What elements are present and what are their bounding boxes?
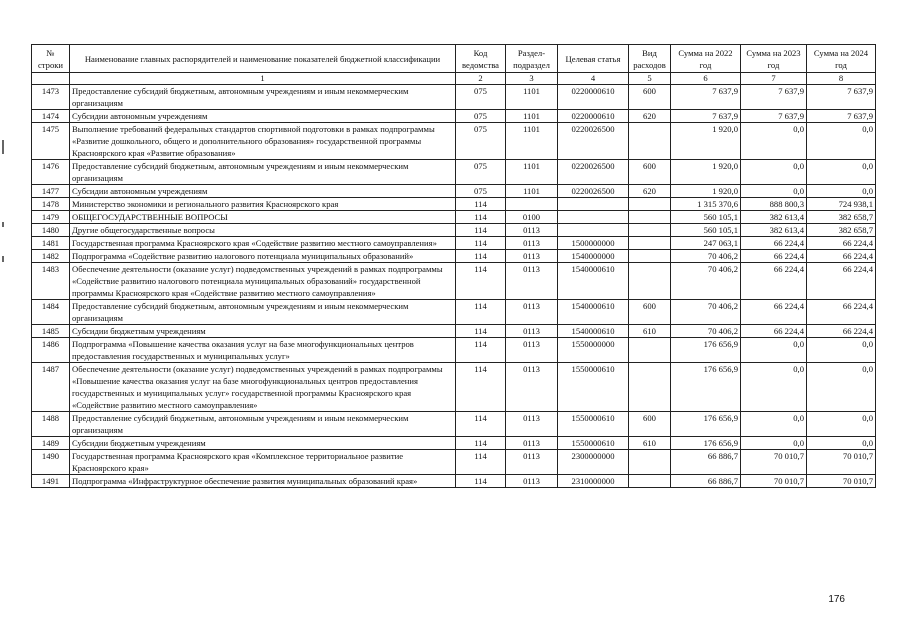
table-row: [32, 437, 876, 450]
cell-sum-2022: 176 656,9: [671, 363, 741, 412]
budget-table: [31, 44, 876, 488]
header-sum-2023: Сумма на 2023 год: [741, 45, 807, 73]
cell-sum-2024: 0,0: [807, 123, 876, 160]
cell-section: 0113: [506, 300, 558, 325]
header-expense-type: Вид расходов: [629, 45, 671, 73]
cell-sum-2023: 382 613,4: [741, 224, 807, 237]
cell-section: 0100: [506, 211, 558, 224]
cell-sum-2023: 7 637,9: [741, 110, 807, 123]
cell-expense-type: [629, 211, 671, 224]
cell-row-number: 1488: [32, 412, 70, 437]
cell-name: Подпрограмма «Повышение качества оказания услуг на базе многофункциональных центров предоставления государственных и муниципальных услуг»: [70, 338, 456, 363]
cell-sum-2023: 0,0: [741, 160, 807, 185]
cell-target-article: 1550000610: [558, 363, 629, 412]
cell-sum-2024: 0,0: [807, 412, 876, 437]
cell-sum-2024: 0,0: [807, 437, 876, 450]
cell-name: Обеспечение деятельности (оказание услуг) подведомственных учреждений в рамках подпрограммы «Содействие развитию налогового потенциала муниципальных образований» государственной программы Красноярского края «Содействие развитию местного самоуправления»: [70, 263, 456, 300]
cell-expense-type: [629, 237, 671, 250]
cell-sum-2024: 382 658,7: [807, 224, 876, 237]
cell-target-article: 2310000000: [558, 475, 629, 488]
table-row: [32, 123, 876, 160]
cell-dept-code: 114: [456, 363, 506, 412]
cell-name: Другие общегосударственные вопросы: [70, 224, 456, 237]
cell-target-article: 1550000610: [558, 437, 629, 450]
cell-row-number: 1480: [32, 224, 70, 237]
cell-dept-code: 075: [456, 110, 506, 123]
cell-sum-2023: 382 613,4: [741, 211, 807, 224]
cell-sum-2022: 70 406,2: [671, 300, 741, 325]
cell-target-article: 1540000610: [558, 325, 629, 338]
cell-expense-type: [629, 224, 671, 237]
cell-dept-code: 114: [456, 224, 506, 237]
col-num: 8: [807, 73, 876, 85]
cell-section: 0113: [506, 475, 558, 488]
cell-dept-code: 075: [456, 123, 506, 160]
cell-sum-2024: 724 938,1: [807, 198, 876, 211]
cell-sum-2023: 0,0: [741, 338, 807, 363]
cell-sum-2023: 0,0: [741, 363, 807, 412]
col-num: 1: [70, 73, 456, 85]
cell-expense-type: [629, 338, 671, 363]
cell-expense-type: 600: [629, 85, 671, 110]
table-row: [32, 325, 876, 338]
header-name: Наименование главных распорядителей и наименование показателей бюджетной классификации: [70, 45, 456, 73]
cell-section: 0113: [506, 412, 558, 437]
cell-target-article: [558, 211, 629, 224]
cell-dept-code: 114: [456, 211, 506, 224]
cell-section: 0113: [506, 363, 558, 412]
cell-target-article: 1540000610: [558, 300, 629, 325]
cell-dept-code: 114: [456, 325, 506, 338]
cell-expense-type: 600: [629, 412, 671, 437]
cell-name: Субсидии автономным учреждениям: [70, 110, 456, 123]
cell-section: 1101: [506, 85, 558, 110]
cell-name: Субсидии бюджетным учреждениям: [70, 325, 456, 338]
cell-sum-2024: 7 637,9: [807, 110, 876, 123]
col-num-empty: [32, 73, 70, 85]
cell-sum-2022: 7 637,9: [671, 110, 741, 123]
cell-row-number: 1476: [32, 160, 70, 185]
cell-row-number: 1483: [32, 263, 70, 300]
column-number-row: [32, 73, 876, 85]
cell-sum-2024: 0,0: [807, 363, 876, 412]
cell-sum-2024: 66 224,4: [807, 237, 876, 250]
table-row: [32, 237, 876, 250]
header-sum-2022: Сумма на 2022 год: [671, 45, 741, 73]
cell-row-number: 1490: [32, 450, 70, 475]
col-num: 4: [558, 73, 629, 85]
cell-expense-type: [629, 263, 671, 300]
table-row: [32, 224, 876, 237]
cell-sum-2022: 560 105,1: [671, 211, 741, 224]
cell-dept-code: 114: [456, 450, 506, 475]
col-num: 6: [671, 73, 741, 85]
cell-sum-2023: 66 224,4: [741, 250, 807, 263]
table-header: [32, 45, 876, 85]
cell-expense-type: 620: [629, 110, 671, 123]
cell-name: Подпрограмма «Содействие развитию налогового потенциала муниципальных образований»: [70, 250, 456, 263]
cell-section: 1101: [506, 185, 558, 198]
cell-name: Предоставление субсидий бюджетным, автономным учреждениям и иным некоммерческим организациям: [70, 412, 456, 437]
cell-section: 0113: [506, 338, 558, 363]
table-row: [32, 450, 876, 475]
cell-sum-2024: 66 224,4: [807, 325, 876, 338]
cell-sum-2022: 7 637,9: [671, 85, 741, 110]
cell-dept-code: 114: [456, 263, 506, 300]
cell-sum-2023: 7 637,9: [741, 85, 807, 110]
cell-row-number: 1474: [32, 110, 70, 123]
cell-sum-2022: 70 406,2: [671, 263, 741, 300]
cell-row-number: 1489: [32, 437, 70, 450]
cell-dept-code: 075: [456, 160, 506, 185]
col-num: 7: [741, 73, 807, 85]
cell-sum-2023: 66 224,4: [741, 237, 807, 250]
cell-section: 0113: [506, 437, 558, 450]
cell-dept-code: 114: [456, 437, 506, 450]
header-section: Раздел-подраздел: [506, 45, 558, 73]
cell-expense-type: 610: [629, 437, 671, 450]
cell-expense-type: [629, 198, 671, 211]
cell-name: Министерство экономики и регионального развития Красноярского края: [70, 198, 456, 211]
table-row: [32, 110, 876, 123]
cell-sum-2023: 888 800,3: [741, 198, 807, 211]
cell-sum-2024: 382 658,7: [807, 211, 876, 224]
cell-sum-2022: 66 886,7: [671, 475, 741, 488]
cell-dept-code: 114: [456, 198, 506, 211]
cell-target-article: 1550000000: [558, 338, 629, 363]
cell-sum-2022: 70 406,2: [671, 250, 741, 263]
cell-target-article: 0220000610: [558, 110, 629, 123]
cell-sum-2023: 0,0: [741, 185, 807, 198]
cell-target-article: 1550000610: [558, 412, 629, 437]
scan-margin-mark: [2, 256, 4, 262]
scan-margin-mark: [2, 140, 4, 154]
cell-expense-type: 600: [629, 300, 671, 325]
cell-sum-2023: 0,0: [741, 412, 807, 437]
cell-name: Государственная программа Красноярского края «Содействие развитию местного самоуправления»: [70, 237, 456, 250]
table-body: [32, 85, 876, 488]
cell-target-article: 0220026500: [558, 123, 629, 160]
cell-sum-2024: 0,0: [807, 185, 876, 198]
cell-sum-2023: 70 010,7: [741, 475, 807, 488]
cell-sum-2023: 0,0: [741, 437, 807, 450]
cell-target-article: 1500000000: [558, 237, 629, 250]
cell-row-number: 1478: [32, 198, 70, 211]
cell-section: [506, 198, 558, 211]
cell-section: 1101: [506, 160, 558, 185]
cell-sum-2022: 247 063,1: [671, 237, 741, 250]
table-row: [32, 160, 876, 185]
cell-target-article: 2300000000: [558, 450, 629, 475]
cell-name: Предоставление субсидий бюджетным, автономным учреждениям и иным некоммерческим организациям: [70, 85, 456, 110]
cell-sum-2022: 176 656,9: [671, 437, 741, 450]
table-row: [32, 85, 876, 110]
cell-target-article: [558, 224, 629, 237]
cell-name: Подпрограмма «Инфраструктурное обеспечение развития муниципальных образований края»: [70, 475, 456, 488]
cell-dept-code: 114: [456, 250, 506, 263]
cell-expense-type: [629, 123, 671, 160]
cell-dept-code: 114: [456, 338, 506, 363]
page-number: 176: [828, 594, 845, 605]
cell-section: 0113: [506, 224, 558, 237]
cell-sum-2022: 1 920,0: [671, 123, 741, 160]
cell-sum-2022: 70 406,2: [671, 325, 741, 338]
header-sum-2024: Сумма на 2024 год: [807, 45, 876, 73]
cell-row-number: 1479: [32, 211, 70, 224]
cell-expense-type: [629, 475, 671, 488]
table-row: [32, 338, 876, 363]
cell-sum-2023: 0,0: [741, 123, 807, 160]
cell-sum-2022: 1 920,0: [671, 160, 741, 185]
table-row: [32, 412, 876, 437]
cell-sum-2022: 560 105,1: [671, 224, 741, 237]
cell-name: Предоставление субсидий бюджетным, автономным учреждениям и иным некоммерческим организациям: [70, 160, 456, 185]
cell-target-article: 0220026500: [558, 160, 629, 185]
table-row: [32, 263, 876, 300]
cell-sum-2024: 0,0: [807, 160, 876, 185]
table-row: [32, 250, 876, 263]
cell-row-number: 1485: [32, 325, 70, 338]
cell-sum-2022: 66 886,7: [671, 450, 741, 475]
cell-section: 0113: [506, 237, 558, 250]
cell-sum-2024: 7 637,9: [807, 85, 876, 110]
table-row: [32, 300, 876, 325]
cell-target-article: 1540000000: [558, 250, 629, 263]
cell-sum-2022: 1 315 370,6: [671, 198, 741, 211]
cell-expense-type: 620: [629, 185, 671, 198]
cell-section: 0113: [506, 325, 558, 338]
cell-dept-code: 114: [456, 475, 506, 488]
header-target-article: Целевая статья: [558, 45, 629, 73]
cell-sum-2023: 66 224,4: [741, 325, 807, 338]
cell-dept-code: 114: [456, 237, 506, 250]
cell-expense-type: [629, 450, 671, 475]
cell-sum-2024: 70 010,7: [807, 450, 876, 475]
cell-sum-2024: 0,0: [807, 338, 876, 363]
cell-target-article: 0220000610: [558, 85, 629, 110]
cell-section: 0113: [506, 450, 558, 475]
cell-row-number: 1481: [32, 237, 70, 250]
cell-target-article: [558, 198, 629, 211]
header-dept-code: Код ведомства: [456, 45, 506, 73]
cell-sum-2024: 66 224,4: [807, 250, 876, 263]
table-row: [32, 475, 876, 488]
cell-dept-code: 114: [456, 412, 506, 437]
col-num: 5: [629, 73, 671, 85]
cell-name: Обеспечение деятельности (оказание услуг) подведомственных учреждений в рамках подпрограммы «Повышение качества оказания услуг на базе многофункциональных центров предоставления государственных и муниципальных услуг» государственной программы Красноярского края «Содействие развитию местного самоуправления»: [70, 363, 456, 412]
cell-row-number: 1484: [32, 300, 70, 325]
scan-margin-mark: [2, 222, 4, 227]
cell-sum-2023: 66 224,4: [741, 300, 807, 325]
cell-expense-type: [629, 363, 671, 412]
cell-sum-2023: 66 224,4: [741, 263, 807, 300]
cell-name: Субсидии бюджетным учреждениям: [70, 437, 456, 450]
cell-target-article: 0220026500: [558, 185, 629, 198]
table-row: [32, 211, 876, 224]
cell-section: 0113: [506, 250, 558, 263]
table-row: [32, 185, 876, 198]
cell-name: Государственная программа Красноярского края «Комплексное территориальное развитие Красноярского края»: [70, 450, 456, 475]
cell-row-number: 1475: [32, 123, 70, 160]
cell-name: Выполнение требований федеральных стандартов спортивной подготовки в рамках подпрограммы «Развитие дошкольного, общего и дополнительного образования» государственной программы Красноярского края «Развитие образования»: [70, 123, 456, 160]
header-row-number: № строки: [32, 45, 70, 73]
cell-sum-2022: 176 656,9: [671, 338, 741, 363]
cell-expense-type: [629, 250, 671, 263]
cell-row-number: 1486: [32, 338, 70, 363]
col-num: 2: [456, 73, 506, 85]
cell-sum-2024: 66 224,4: [807, 263, 876, 300]
cell-sum-2024: 70 010,7: [807, 475, 876, 488]
cell-section: 1101: [506, 110, 558, 123]
cell-dept-code: 075: [456, 85, 506, 110]
cell-row-number: 1487: [32, 363, 70, 412]
table-row: [32, 198, 876, 211]
cell-sum-2024: 66 224,4: [807, 300, 876, 325]
cell-target-article: 1540000610: [558, 263, 629, 300]
cell-sum-2022: 1 920,0: [671, 185, 741, 198]
cell-section: 0113: [506, 263, 558, 300]
col-num: 3: [506, 73, 558, 85]
cell-dept-code: 114: [456, 300, 506, 325]
cell-name: ОБЩЕГОСУДАРСТВЕННЫЕ ВОПРОСЫ: [70, 211, 456, 224]
cell-row-number: 1491: [32, 475, 70, 488]
cell-section: 1101: [506, 123, 558, 160]
cell-name: Предоставление субсидий бюджетным, автономным учреждениям и иным некоммерческим организациям: [70, 300, 456, 325]
cell-sum-2022: 176 656,9: [671, 412, 741, 437]
cell-expense-type: 610: [629, 325, 671, 338]
cell-row-number: 1477: [32, 185, 70, 198]
cell-name: Субсидии автономным учреждениям: [70, 185, 456, 198]
cell-row-number: 1473: [32, 85, 70, 110]
cell-sum-2023: 70 010,7: [741, 450, 807, 475]
cell-row-number: 1482: [32, 250, 70, 263]
cell-expense-type: 600: [629, 160, 671, 185]
table-row: [32, 363, 876, 412]
cell-dept-code: 075: [456, 185, 506, 198]
